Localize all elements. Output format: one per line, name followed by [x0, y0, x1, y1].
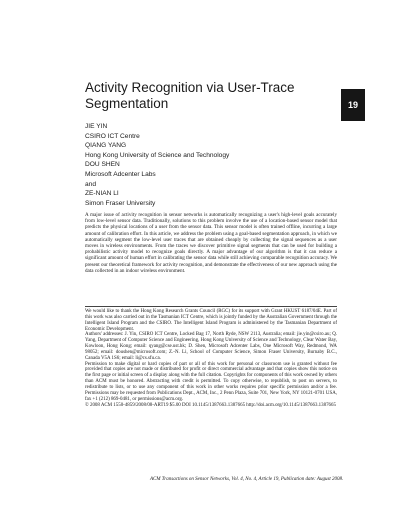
author-affiliation: CSIRO ICT Centre: [85, 132, 140, 140]
author-name: DOU SHEN: [85, 161, 120, 169]
author-affiliation: Simon Fraser University: [85, 199, 156, 207]
author-affiliation: Hong Kong University of Science and Technology: [85, 151, 230, 159]
author-affiliation: Microsoft Adcenter Labs: [85, 170, 156, 178]
permission-footnote: Permission to make digital or hard copies of part or all of this work for personal or classroom use is granted without fee provided that copies are not made or distributed for profit or direct commercial advantage and that copies show this notice on the first page or initial screen of a display along with the full citation. Copyrights for components of this work owned by others than ACM must be honored. Abstracting with credit is permitted. To copy otherwise, to republish, to post on servers, to redistribute to lists, or to use any component of this work in other works requires prior specific permission and/or a fee. Permissions may be requested from Publications Dept., ACM, Inc., 2 Penn Plaza, Suite 701, New York, NY 10121-0701 USA, fax +1 (212) 869-0481, or permissions@acm.org.: [85, 361, 337, 402]
journal-footer: ACM Transactions on Sensor Networks, Vol. 4, No. 4, Article 19, Publication date: August 2008.: [150, 477, 344, 482]
footnote-block: [85, 309, 337, 408]
author-block: [85, 122, 335, 208]
acknowledgment-footnote: We would like to thank the Hong Kong Research Grants Council (RGC) for its support with Grant HKUST 6187/04E. Part of this work was also carried out in the Tasmanian ICT Centre, which is jointly funded by the Australian Government through the Intelligent Island Program and the CSIRO. The Intelligent Island Program is administered by the Tasmanian Department of Economic Development.: [85, 309, 337, 332]
author-conjunction: and: [85, 180, 97, 188]
paper-title: Activity Recognition via User-Trace Segmentation: [85, 80, 295, 111]
article-number-tab: 19: [341, 89, 365, 121]
author-name: ZE-NIAN LI: [85, 190, 119, 198]
abstract: A major issue of activity recognition in sensor networks is automatically recognizing a user's high-level goals accurately from low-level sensor data. Traditionally, solutions to this problem involve the use of a location-based sensor model that predicts the physical locations of a user from the sensor data. This sensor model is often trained offline, incurring a large amount of calibration effort. In this article, we address the problem using a goal-based segmentation approach, in which we automatically segment the low-level user traces that are obtained cheaply by collecting the signal sequences as a user moves in wireless environments. From the traces we discover primitive signal segments that can be used for building a probabilistic activity model to recognize goals directly. A major advantage of our algorithm is that it can reduce a significant amount of human effort in calibrating the sensor data while still achieving comparable recognition accuracy. We present our theoretical framework for activity recognition, and demonstrate the effectiveness of our new approach using the data collected in an indoor wireless environment.: [85, 212, 337, 274]
author-name: QIANG YANG: [85, 142, 127, 150]
author-name: JIE YIN: [85, 123, 108, 130]
author-addresses-footnote: Authors' addresses: J. Yin, CSIRO ICT Centre, Locked Bag 17, North Ryde, NSW 2113, Australia; email: jie.yin@csiro.au; Q. Yang, Department of Computer Science and Engineering, Hong Kong University of Science and Technology, Clear Water Bay, Kowloon, Hong Kong; email: qyang@cse.ust.hk; D. Shen, Microsoft Adcenter Labs, One Microsoft Way, Redmond, WA 98052; email: doushen@microsoft.com; Z.-N. Li, School of Computer Science, Simon Fraser University, Burnaby B.C., Canada V5A 1S6; email: li@cs.sfu.ca.: [85, 332, 337, 361]
footnote-divider: [85, 306, 337, 307]
copyright-doi-footnote: © 2008 ACM 1550-4859/2008/08-ART19 $5.00 DOI 10.1145/1387663.1387665 http://doi.acm.org/10.1145/1387663.1387665: [85, 402, 336, 408]
